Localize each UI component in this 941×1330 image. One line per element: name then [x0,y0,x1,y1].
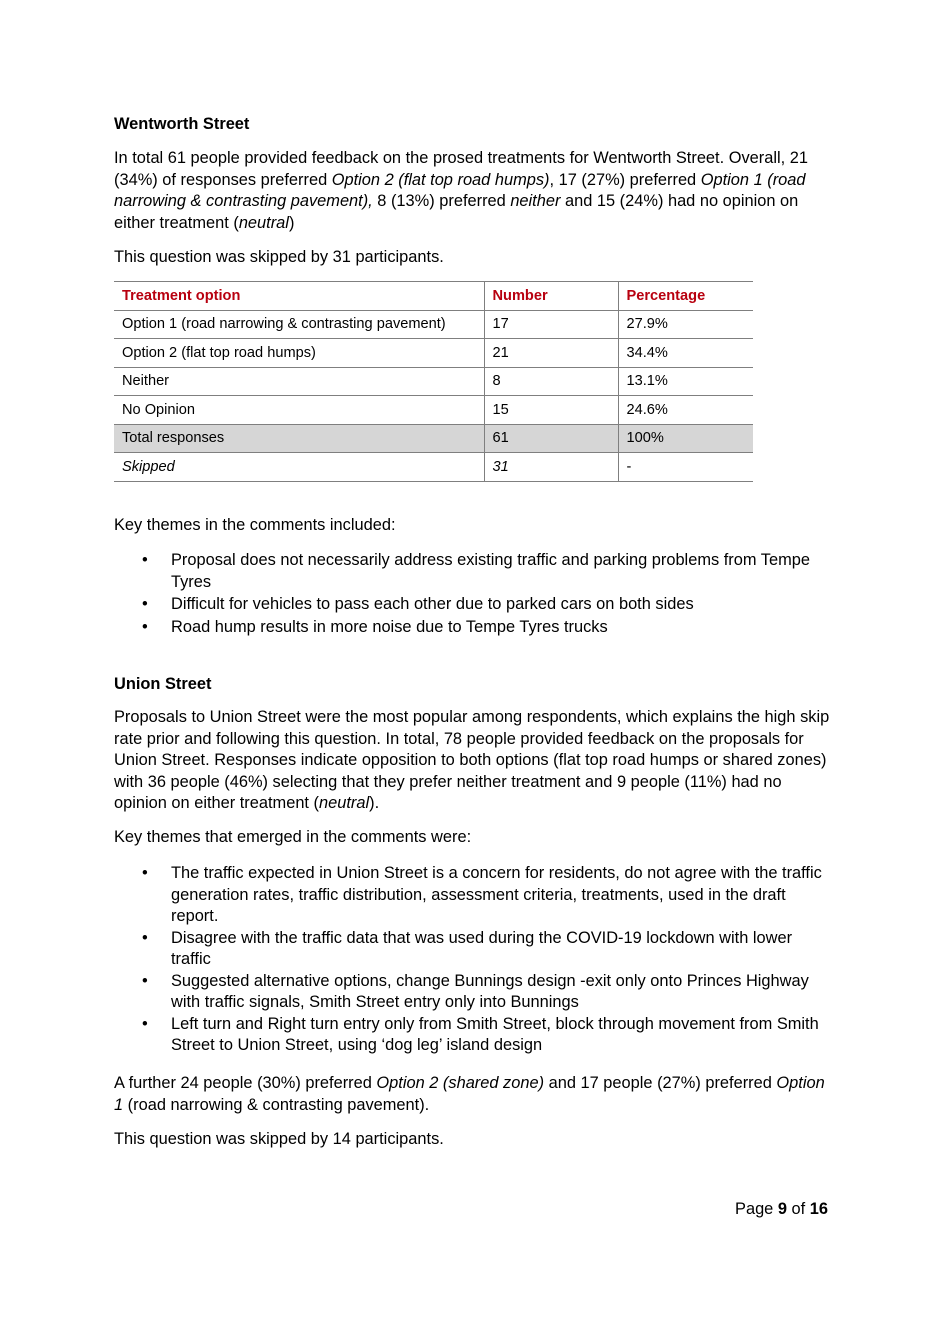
union-further-preferences: A further 24 people (30%) preferred Option 2 (shared zone) and 17 people (27%) preferred Option 1 (road narrowing & contrasting pavement). [114,1074,825,1114]
cell-skipped-label: Skipped [114,453,484,482]
cell-total-percentage: 100% [618,424,753,453]
list-item: • The traffic expected in Union Street is a concern for residents, do not agree with the traffic generation rates, traffic distribution, assessment criteria, treatments, used in the draft report. [142,864,822,925]
cell-option: No Opinion [114,396,484,425]
bullet-icon: • [142,595,148,613]
table-row [114,310,753,339]
header-treatment-option: Treatment option [114,282,484,311]
cell-total-label: Total responses [114,424,484,453]
wentworth-heading: Wentworth Street [114,115,250,133]
union-intro: Proposals to Union Street were the most popular among respondents, which explains the high skip rate prior and following this question. In total, 78 people provided feedback on the proposals for Union Street. Responses indicate opposition to both options (flat top road humps or shared zones) with 36 people (46%) selecting that they prefer neither treatment and 9 people (11%) had no opinion on either treatment (neutral). [114,708,830,812]
cell-number: 17 [484,310,618,339]
wentworth-themes-intro: Key themes in the comments included: [114,516,396,534]
union-skipped-text: This question was skipped by 14 participants. [114,1130,444,1148]
list-item: • Left turn and Right turn entry only from Smith Street, block through movement from Smith Street to Union Street, using ‘dog leg’ island design [142,1014,819,1054]
table-row [114,396,753,425]
cell-skipped-percentage: - [618,453,753,482]
cell-percentage: 13.1% [618,367,753,396]
union-themes-list [114,863,830,1057]
wentworth-themes-list [114,550,830,638]
table-total-row [114,424,753,453]
union-themes-intro: Key themes that emerged in the comments were: [114,828,472,846]
header-number: Number [484,282,618,311]
cell-percentage: 27.9% [618,310,753,339]
bullet-icon: • [142,928,148,947]
cell-total-number: 61 [484,424,618,453]
wentworth-skipped-text: This question was skipped by 31 participants. [114,248,444,266]
list-item: • Proposal does not necessarily address existing traffic and parking problems from Tempe Tyres [142,551,810,591]
header-percentage: Percentage [618,282,753,311]
cell-skipped-number: 31 [484,453,618,482]
cell-option: Option 1 (road narrowing & contrasting pavement) [114,310,484,339]
bullet-icon: • [142,864,148,882]
cell-number: 15 [484,396,618,425]
bullet-icon: • [142,617,148,636]
table-skipped-row [114,453,753,482]
table-row [114,367,753,396]
page-number-footer: Page 9 of 16 [735,1200,828,1218]
bullet-icon: • [142,1014,148,1033]
bullet-icon: • [142,971,148,990]
cell-percentage: 24.6% [618,396,753,425]
wentworth-intro: In total 61 people provided feedback on the prosed treatments for Wentworth Street. Overall, 21 (34%) of responses preferred Option 2 (flat top road humps), 17 (27%) preferred Option 1 (road narrowing & contrasting pavement), 8 (13%) preferred neither and 15 (24%) had no opinion on either treatment (neutral) [114,149,808,232]
list-item: • Disagree with the traffic data that was used during the COVID-19 lockdown with lower traffic [142,928,793,968]
list-item: • Road hump results in more noise due to Tempe Tyres trucks [114,617,830,639]
cell-number: 8 [484,367,618,396]
bullet-icon: • [142,551,148,569]
table-row [114,339,753,368]
cell-option: Neither [114,367,484,396]
list-item: • Suggested alternative options, change Bunnings design -exit only onto Princes Highway with traffic signals, Smith Street entry only into Bunnings [142,971,809,1011]
union-heading: Union Street [114,675,212,693]
list-item: • Difficult for vehicles to pass each other due to parked cars on both sides [114,594,830,616]
cell-option: Option 2 (flat top road humps) [114,339,484,368]
cell-number: 21 [484,339,618,368]
table-header-row [114,282,753,311]
cell-percentage: 34.4% [618,339,753,368]
wentworth-responses-table [114,281,753,482]
